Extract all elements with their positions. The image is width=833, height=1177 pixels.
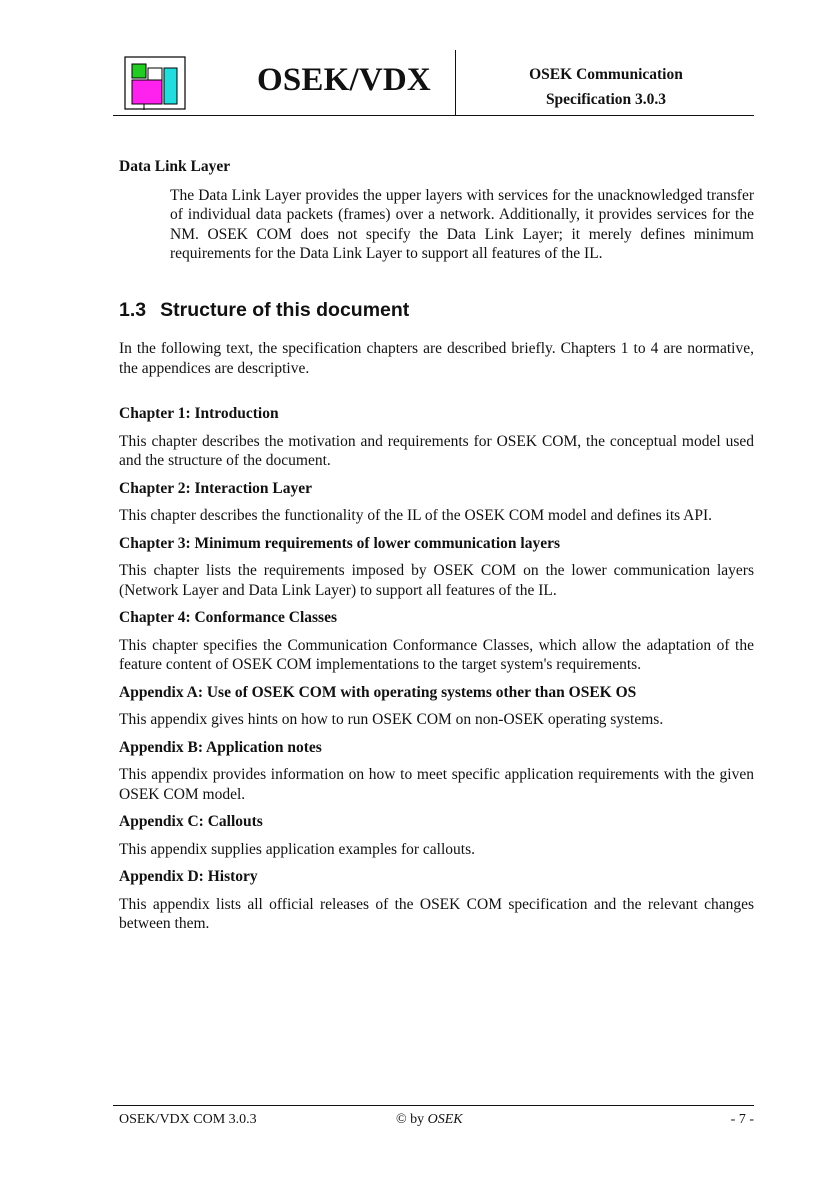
osek-logo-icon [124,56,186,110]
list-item-title: Appendix D: History [119,868,258,885]
list-item-title: Appendix B: Application notes [119,738,322,756]
footer-rule [113,1105,754,1106]
footer-copyright: © by [396,1112,425,1127]
header-rule [113,115,754,116]
list-item-title: Chapter 1: Introduction [119,405,279,422]
list-item-title: Appendix A: Use of OSEK COM with operating systems other than OSEK OS [119,683,637,701]
section-heading [119,298,754,321]
page-number: - 7 - [730,1112,754,1127]
dll-paragraph: The Data Link Layer provides the upper layers with services for the unacknowledged transfer of individual data packets (frames) over a network. Additionally, it provides services for the NM. OSEK COM does not specify the Data Link Layer; it merely defines minimum requirements for the Data Link Layer to support all features of the IL. [170,186,754,262]
section-title: Structure of this document [160,298,410,321]
page-body [119,157,754,934]
spec-title [461,62,751,112]
list-item-title: Chapter 2: Interaction Layer [119,479,313,497]
list-item-text: This chapter specifies the Communication Conformance Classes, which allow the adaptation of the feature content of OSEK COM implementations to the target system's requirements. [119,636,754,673]
footer-left: OSEK/VDX COM 3.0.3 [119,1112,257,1127]
section-intro: In the following text, the specification chapters are described briefly. Chapters 1 to 4 are normative, the appendices are descriptive. [119,340,754,377]
list-item-title: Chapter 3: Minimum requirements of lower communication layers [119,534,560,552]
list-item-title: Appendix C: Callouts [119,813,263,830]
chapter-list [119,404,754,934]
list-item-text: This appendix provides information on how to meet specific application requirements with the given OSEK COM model. [119,766,754,803]
header-divider [455,50,456,116]
footer-org: OSEK [427,1112,463,1127]
list-item-title: Chapter 4: Conformance Classes [119,609,337,626]
list-item-text: This appendix gives hints on how to run OSEK COM on non-OSEK operating systems. [119,711,664,728]
list-item-text: This appendix supplies application examples for callouts. [119,840,475,858]
spec-title-line1: OSEK Communication [529,66,683,83]
spec-title-line2: Specification 3.0.3 [545,91,667,108]
list-item-text: This chapter lists the requirements imposed by OSEK COM on the lower communication layers (Network Layer and Data Link Layer) to support all features of the IL. [119,562,754,599]
section-number: 1.3 [119,298,147,321]
list-item-text: This chapter describes the motivation and requirements for OSEK COM, the conceptual model used and the structure of the document. [119,432,754,469]
brand-title: OSEK/VDX [257,62,431,98]
dll-heading: Data Link Layer [119,158,231,175]
page-header [113,48,754,116]
list-item-text: This chapter describes the functionality of the IL of the OSEK COM model and defines its API. [119,507,713,524]
list-item-text: This appendix lists all official releases of the OSEK COM specification and the relevant changes between them. [119,895,754,932]
footer-center [396,1112,463,1128]
